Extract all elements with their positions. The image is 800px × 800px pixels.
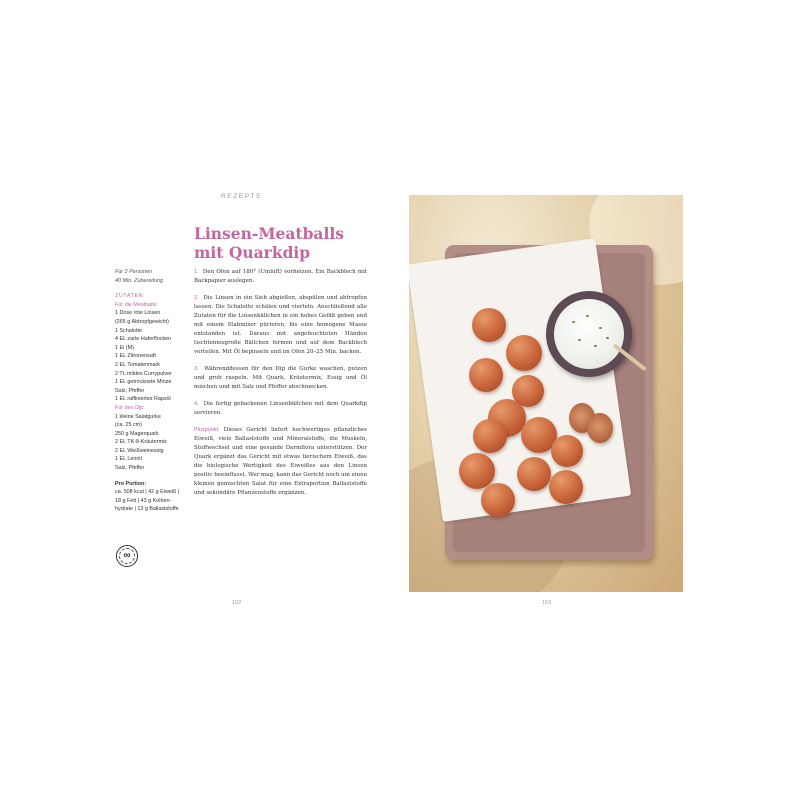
ingredient-item: 2 EL Tomatenmark	[115, 361, 160, 368]
meatballs-heading: Für die Meatballs:	[115, 301, 158, 308]
ingredient-item: 1 Schalotte	[115, 327, 142, 334]
ingredient-item: (265 g Abtropfgewicht)	[115, 318, 169, 325]
ingredient-item: 1 EL raffiniertes Rapsöl	[115, 396, 171, 403]
step-text: Währenddessen für den Dip die Gurke waschen, putzen und grob raspeln. Mit Quark, Kräutermix, Essig und Öl mischen und mit Salz und Pfeffer abschmecken.	[194, 365, 368, 390]
ingredient-item: Salz, Pfeffer	[115, 387, 145, 394]
step	[194, 294, 367, 356]
tip-text: Dieses Gericht liefert hochwertiges pflanzliches Eiweiß, viele Ballaststoffe und Mineralstoffe, die Muskeln, Stoffwechsel und eine gesunde Darmflora unterstützen. Der Quark ergänzt das Gericht mit etwas tierischem Eiweiß, das die biologische Wertigkeit des Eiweißes aus den Linsen positiv beeinflusst. Wer mag, kann das Gericht noch um einen kleinen gemischten Salat für eine Extraportion Ballaststoffe und sekundäre Pflanzenstoffe ergänzen.	[194, 427, 367, 496]
ingredient-item: 1 EL getrocknete Minze	[115, 379, 172, 386]
ingredient-item: Salz, Pfeffer	[115, 465, 145, 472]
nutrition-line: 18 g Fett | 43 g Kohlen-	[115, 497, 172, 504]
ingredient-item: 4 EL zarte Haferflocken	[115, 336, 172, 343]
recipe-title-line-2: mit Quarkdip	[194, 243, 311, 262]
infinity-badge-icon	[116, 545, 138, 567]
lentil-ball	[459, 453, 495, 489]
ingredients-column	[115, 268, 187, 514]
meatball-ingredient-list	[115, 309, 187, 404]
lentil-ball	[551, 435, 583, 467]
step-number: 3.	[194, 365, 199, 372]
ingredient-item: 2 TL mildes Currypulver	[115, 370, 172, 377]
step-text: Die Linsen in ein Sieb abgießen, abspülen und abtropfen lassen. Die Schalotte schälen und vierteln. Anschließend alle Zutaten für die Linsenbällchen in ein hohes Gefäß geben und mit einem Stabmixer pürieren, bis eine homogene Masse entstanden ist. Daraus mit angefeuchteten Händen tischtennisgroße Bällchen formen und auf dem Backblech verteilen. Mit Öl bepinseln und im Ofen 20–25 Min. backen.	[194, 295, 367, 355]
recipe-photo	[409, 195, 683, 592]
nutrition-heading: Pro Portion:	[115, 480, 147, 487]
ingredient-item: 2 EL TK-8-Kräutermix	[115, 439, 167, 446]
step-number: 1.	[194, 269, 199, 275]
lentil-ball	[473, 419, 507, 453]
nutrition-line: ca. 508 kcal | 42 g Eiweiß |	[115, 489, 180, 496]
quark-dip	[554, 299, 624, 369]
nutrition-line: hydrate | 13 g Ballaststoffe	[115, 506, 179, 513]
step-text: Den Ofen auf 180° (Umluft) vorheizen. Ein Backblech mit Backpapier auslegen.	[194, 269, 367, 284]
prep-time: 40 Min. Zubereitung	[115, 277, 163, 284]
ingredient-item: (ca. 25 cm)	[115, 422, 142, 429]
page-number-right: 163	[542, 600, 552, 606]
tip-label: Pluspunkt:	[194, 427, 220, 434]
lentil-ball	[549, 470, 583, 504]
ingredient-item: 2 EL Weißweinessig	[115, 447, 164, 454]
recipe-title-line-1: Linsen-Meatballs	[194, 224, 344, 243]
step-text: Die fertig gebackenen Linsenbällchen mit dem Quarkdip servieren.	[194, 401, 367, 416]
lentil-ball	[481, 483, 515, 517]
step	[194, 268, 367, 286]
lentil-ball	[517, 457, 551, 491]
lentil-ball	[472, 308, 506, 342]
lentil-ball	[469, 358, 503, 392]
ingredient-item: 1 Dose rote Linsen	[115, 310, 161, 317]
step	[194, 365, 367, 392]
ingredient-item: 1 EL Leinöl	[115, 456, 142, 463]
step-number: 4.	[194, 401, 199, 408]
step	[194, 400, 367, 418]
ingredient-item: 1 EL Zitronensaft	[115, 353, 156, 360]
ingredient-item: 1 Ei (M)	[115, 344, 134, 351]
lentil-ball-cut	[587, 413, 613, 443]
step-number: 2.	[194, 295, 199, 302]
ingredient-item: 250 g Magerquark	[115, 430, 159, 437]
section-label: REZEPTE	[221, 193, 263, 200]
recipe-title	[194, 224, 374, 262]
instructions	[194, 268, 367, 506]
tip	[194, 426, 367, 497]
dip-heading: Für den Dip:	[115, 404, 145, 411]
lentil-ball	[506, 335, 542, 371]
dip-ingredient-list	[115, 413, 187, 473]
ingredients-heading: ZUTATEN	[115, 293, 144, 300]
badge-symbol: ∞	[123, 550, 131, 561]
ingredient-item: 1 kleine Salatgurke	[115, 413, 161, 420]
servings: Für 2 Personen	[115, 269, 153, 275]
page-number-left: 162	[232, 600, 242, 606]
